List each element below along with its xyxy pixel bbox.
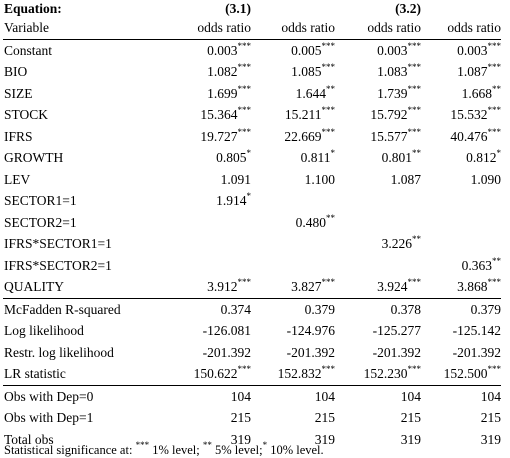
table-row [3, 212, 501, 234]
cell-value: 19.727 [200, 128, 238, 144]
table-cell [165, 83, 251, 105]
table-row [3, 104, 501, 126]
table-cell [165, 407, 251, 429]
cell-value: 104 [480, 388, 501, 404]
row-label: STOCK [4, 107, 49, 122]
footnote-marker: * [262, 440, 268, 450]
footnote-text: 1% level; [149, 443, 203, 457]
table-cell [251, 342, 335, 364]
cell-value: 0.805 [216, 150, 247, 165]
cell-value: 1.644 [295, 85, 326, 101]
significance-marker: ** [326, 212, 335, 223]
variable-header: Variable [3, 17, 165, 39]
table-cell [335, 39, 421, 61]
cell-value: 215 [480, 410, 501, 425]
table-row [3, 385, 501, 407]
table-cell [251, 147, 335, 169]
fit-statistics-section [3, 298, 501, 385]
significance-marker: *** [487, 126, 501, 137]
table-cell [165, 212, 251, 234]
cell-value: 15.792 [370, 107, 408, 122]
equation-3-2-label: (3.2) [395, 1, 421, 16]
table-cell [421, 276, 501, 298]
row-label: LEV [4, 171, 31, 187]
cell-value: 1.699 [207, 85, 238, 101]
table-cell [165, 169, 251, 191]
row-label: McFadden R-squared [3, 298, 165, 320]
cell-value: 0.003 [377, 42, 408, 58]
significance-marker: *** [487, 40, 501, 51]
table-cell [165, 320, 251, 342]
row-label: Obs with Dep=1 [4, 410, 94, 425]
table-cell [165, 233, 251, 255]
table-cell [335, 104, 421, 126]
table-cell [165, 39, 251, 61]
cell-value: 0.811 [300, 150, 331, 165]
table-cell [421, 320, 501, 342]
table-row [3, 320, 501, 342]
table-cell [335, 363, 421, 385]
table-cell [335, 212, 421, 234]
table-cell [335, 190, 421, 212]
cell-value: 104 [400, 388, 421, 404]
significance-marker: *** [237, 126, 251, 137]
significance-marker: *** [237, 83, 251, 94]
cell-value: 1.082 [207, 64, 238, 79]
column-header: odds ratio [421, 17, 501, 39]
footnote-marker: *** [135, 440, 150, 450]
significance-marker: * [496, 148, 501, 158]
table-cell [421, 385, 501, 407]
cell-value: 1.668 [461, 85, 492, 101]
significance-marker: *** [407, 83, 421, 94]
significance-marker: *** [321, 126, 335, 137]
cell-value: 104 [230, 388, 251, 404]
cell-value: 319 [400, 431, 421, 447]
table-row [3, 407, 501, 429]
cell-value: 1.090 [470, 171, 501, 187]
cell-value: 0.003 [457, 42, 488, 58]
table-cell [421, 39, 501, 61]
significance-marker: *** [487, 277, 501, 287]
equation-header-row [3, 0, 501, 17]
table-cell [421, 104, 501, 126]
table-row [3, 61, 501, 83]
table-cell [421, 147, 501, 169]
row-label: SECTOR2=1 [4, 214, 77, 230]
regression-results-table [3, 0, 501, 450]
row-label: BIO [4, 64, 28, 79]
cell-value: 3.924 [377, 279, 408, 294]
table-row [3, 255, 501, 277]
table-cell [251, 190, 335, 212]
cell-value: 104 [314, 388, 335, 404]
table-cell [251, 104, 335, 126]
row-label: IFRS [4, 128, 33, 144]
table-cell [251, 255, 335, 277]
significance-marker: *** [407, 62, 421, 72]
cell-value: 0.363 [461, 257, 492, 273]
significance-marker: *** [237, 40, 251, 51]
table-cell [421, 190, 501, 212]
cell-value: 0.374 [220, 301, 251, 317]
cell-value: 1.100 [304, 171, 335, 187]
table-cell [251, 212, 335, 234]
cell-value: 1.087 [457, 64, 488, 79]
row-label: GROWTH [4, 150, 64, 165]
row-label: Total obs [4, 431, 54, 447]
significance-marker: *** [237, 277, 251, 287]
cell-value: -201.392 [286, 344, 335, 360]
row-label: Restr. log likelihood [4, 344, 114, 360]
column-header: odds ratio [165, 17, 251, 39]
significance-marker: *** [237, 105, 251, 115]
row-label: IFRS*SECTOR1=1 [4, 236, 112, 251]
table-cell [251, 233, 335, 255]
cell-value: -125.142 [452, 323, 501, 338]
table-cell [251, 385, 335, 407]
significance-footnote [4, 440, 324, 458]
table-cell [165, 385, 251, 407]
table-cell [251, 83, 335, 105]
column-header-row [3, 17, 501, 39]
table-cell [165, 126, 251, 148]
table-cell [335, 320, 421, 342]
significance-marker: *** [407, 40, 421, 51]
table-cell [335, 342, 421, 364]
cell-value: 1.739 [377, 85, 408, 101]
cell-value: 3.868 [457, 279, 488, 294]
table-cell [165, 255, 251, 277]
equation-label: Equation: [4, 1, 62, 16]
table-cell [335, 385, 421, 407]
cell-value: 215 [314, 410, 335, 425]
table-cell [251, 61, 335, 83]
cell-value: 1.914 [216, 193, 247, 208]
cell-value: 0.480 [295, 214, 326, 230]
table-cell [251, 126, 335, 148]
observations-section [3, 385, 501, 450]
table-row [3, 276, 501, 298]
significance-marker: *** [321, 40, 335, 51]
cell-value: 0.801 [381, 150, 412, 165]
significance-marker: ** [492, 83, 501, 94]
table-cell [335, 429, 421, 451]
table-cell [421, 126, 501, 148]
table-row [3, 83, 501, 105]
significance-marker: *** [321, 105, 335, 115]
table-cell [335, 276, 421, 298]
significance-marker: *** [487, 62, 501, 72]
table-cell [421, 298, 501, 320]
cell-value: -201.392 [452, 344, 501, 360]
table-cell [421, 83, 501, 105]
table-cell [165, 147, 251, 169]
cell-value: 0.378 [390, 301, 421, 317]
cell-value: 319 [230, 431, 251, 447]
footnote-marker: ** [202, 440, 212, 450]
table-cell [335, 407, 421, 429]
cell-value: 0.812 [466, 150, 497, 165]
significance-marker: *** [407, 277, 421, 287]
table-row [3, 169, 501, 191]
cell-value: 319 [480, 431, 501, 447]
table-cell [165, 276, 251, 298]
table-cell [251, 39, 335, 61]
table-cell [335, 147, 421, 169]
significance-marker: * [246, 148, 251, 158]
table-cell [165, 190, 251, 212]
table-cell [251, 320, 335, 342]
significance-marker: *** [237, 364, 251, 374]
cell-value: 15.532 [450, 107, 488, 122]
table-cell [165, 298, 251, 320]
table-row [3, 342, 501, 364]
table-cell [335, 298, 421, 320]
significance-marker: *** [321, 277, 335, 287]
row-label: Log likelihood [4, 323, 84, 338]
table-cell [421, 233, 501, 255]
table-cell [251, 276, 335, 298]
table-cell [421, 363, 501, 385]
table-cell [421, 429, 501, 451]
row-label: SIZE [4, 85, 33, 101]
row-label: QUALITY [4, 279, 64, 294]
table-row [3, 363, 501, 385]
column-header: odds ratio [335, 17, 421, 39]
significance-marker: * [330, 148, 335, 158]
row-label: Obs with Dep=0 [3, 385, 165, 407]
significance-marker: *** [407, 364, 421, 374]
table-cell [335, 233, 421, 255]
significance-marker: *** [321, 62, 335, 72]
significance-marker: ** [412, 148, 421, 158]
cell-value: 0.379 [470, 301, 501, 317]
cell-value: 1.085 [291, 64, 322, 79]
table-row [3, 126, 501, 148]
table-cell [335, 61, 421, 83]
table-cell [165, 61, 251, 83]
cell-value: 0.005 [291, 42, 322, 58]
cell-value: 215 [230, 410, 251, 425]
table-cell [421, 169, 501, 191]
significance-marker: *** [407, 105, 421, 115]
cell-value: -201.392 [372, 344, 421, 360]
table-cell [421, 342, 501, 364]
cell-value: 15.577 [370, 128, 408, 144]
footnote-prefix: Statistical significance at: [4, 443, 136, 457]
table-cell [165, 363, 251, 385]
cell-value: 152.832 [277, 366, 322, 381]
footnote-text: 10% level. [267, 443, 324, 457]
row-label: SECTOR1=1 [4, 193, 77, 208]
table-cell [165, 104, 251, 126]
cell-value: -125.277 [372, 323, 421, 338]
cell-value: 3.827 [291, 279, 322, 294]
table-cell [251, 298, 335, 320]
significance-marker: *** [487, 364, 501, 374]
cell-value: -201.392 [202, 344, 251, 360]
significance-marker: *** [237, 62, 251, 72]
cell-value: 152.500 [443, 366, 488, 381]
cell-value: 40.476 [450, 128, 488, 144]
table-cell [251, 407, 335, 429]
cell-value: -126.081 [202, 323, 251, 338]
row-label: IFRS*SECTOR2=1 [4, 257, 112, 273]
cell-value: 15.364 [200, 107, 238, 122]
table-cell [251, 169, 335, 191]
significance-marker: *** [487, 105, 501, 115]
cell-value: 150.622 [193, 366, 238, 381]
row-label: LR statistic [4, 366, 66, 381]
table-cell [421, 61, 501, 83]
cell-value: 319 [314, 431, 335, 447]
table-row [3, 147, 501, 169]
cell-value: 3.226 [381, 236, 412, 251]
row-label: Constant [4, 42, 53, 58]
footnote-text: 5% level; [211, 443, 263, 457]
cell-value: 3.912 [207, 279, 238, 294]
significance-marker: ** [412, 234, 421, 244]
cell-value: 215 [400, 410, 421, 425]
table-row [3, 190, 501, 212]
cell-value: -124.976 [286, 323, 335, 338]
table-row [3, 233, 501, 255]
equation-3-1-label: (3.1) [225, 1, 251, 16]
table-cell [335, 83, 421, 105]
table-row [3, 39, 501, 61]
significance-marker: * [246, 191, 251, 201]
table-cell [335, 169, 421, 191]
cell-value: 152.230 [363, 366, 408, 381]
column-header: odds ratio [251, 17, 335, 39]
significance-marker: *** [407, 126, 421, 137]
coefficients-section [3, 39, 501, 298]
cell-value: 0.379 [304, 301, 335, 317]
significance-marker: ** [326, 83, 335, 94]
table-cell [421, 255, 501, 277]
cell-value: 1.083 [377, 64, 408, 79]
cell-value: 1.091 [220, 171, 251, 187]
cell-value: 0.003 [207, 42, 238, 58]
table-cell [421, 212, 501, 234]
table-cell [335, 126, 421, 148]
table-cell [335, 255, 421, 277]
cell-value: 15.211 [284, 107, 322, 122]
cell-value: 22.669 [284, 128, 322, 144]
table-cell [165, 342, 251, 364]
significance-marker: ** [492, 255, 501, 266]
table-row [3, 298, 501, 320]
table-cell [251, 363, 335, 385]
significance-marker: *** [321, 364, 335, 374]
cell-value: 1.087 [390, 171, 421, 187]
table-cell [421, 407, 501, 429]
